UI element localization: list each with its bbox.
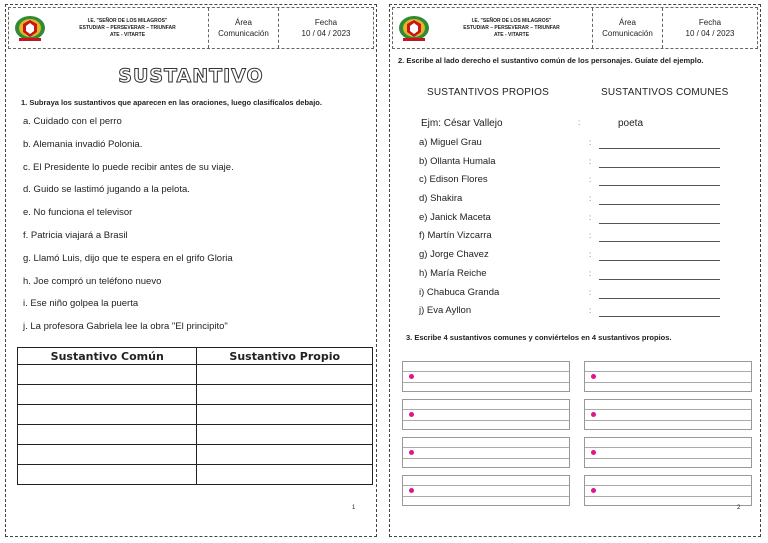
- separator-colon: :: [589, 250, 592, 260]
- writing-box[interactable]: [402, 399, 570, 430]
- sentence-item: f. Patricia viajará a Brasil: [23, 229, 128, 241]
- character-name: f) Martín Vizcarra: [419, 230, 492, 242]
- list-item: [419, 304, 748, 323]
- list-item: [419, 229, 748, 248]
- worksheet-title: SUSTANTIVO: [118, 65, 264, 87]
- answer-cell[interactable]: [197, 365, 373, 385]
- worksheet-page-1: [5, 4, 377, 537]
- example-answer: poeta: [618, 118, 644, 129]
- sentence-item: i. Ese niño golpea la puerta: [23, 298, 139, 310]
- character-name: j) Eva Ayllon: [419, 305, 472, 317]
- column-header-common: SUSTANTIVOS COMUNES: [601, 87, 729, 98]
- answer-cell[interactable]: [18, 425, 197, 445]
- classification-table: [17, 347, 373, 485]
- answer-cell[interactable]: [197, 385, 373, 405]
- table-row: [18, 445, 373, 465]
- school-cell: [393, 8, 593, 48]
- school-info: [431, 18, 592, 39]
- bullet-dot-icon: [409, 488, 414, 493]
- worksheet-page-2: [389, 4, 761, 537]
- list-item: [419, 267, 748, 286]
- answer-cell[interactable]: [18, 385, 197, 405]
- example-colon: :: [578, 118, 581, 127]
- separator-colon: :: [589, 268, 592, 278]
- list-item: [419, 155, 748, 174]
- list-item: [419, 136, 748, 155]
- separator-colon: :: [589, 175, 592, 185]
- example-row: [421, 118, 750, 132]
- page-number: 1: [352, 505, 356, 511]
- date-cell: [663, 8, 757, 48]
- sentence-item: g. Llamó Luis, dijo que te espera en el grifo Gloria: [23, 252, 233, 264]
- answer-line[interactable]: [599, 223, 720, 224]
- bullet-dot-icon: [409, 450, 414, 455]
- character-name: a) Miguel Grau: [419, 137, 482, 148]
- date-label: Fecha: [314, 18, 338, 27]
- character-name: b) Ollanta Humala: [419, 155, 496, 167]
- bullet-dot-icon: [591, 374, 596, 379]
- page-header: [392, 7, 758, 49]
- list-item: [419, 211, 748, 230]
- instruction-2: 2. Escribe al lado derecho el sustantivo común de los personajes. Guíate del ejemplo.: [398, 56, 704, 65]
- answer-cell[interactable]: [18, 445, 197, 465]
- school-name: I.E. "SEÑOR DE LOS MILAGROS": [87, 17, 168, 24]
- sentence-item: h. Joe compró un teléfono nuevo: [23, 275, 162, 287]
- area-value: Comunicación: [602, 29, 653, 38]
- bullet-dot-icon: [591, 412, 596, 417]
- area-value: Comunicación: [218, 29, 269, 38]
- header-proper-noun: Sustantivo Propio: [197, 348, 373, 365]
- separator-colon: :: [589, 138, 592, 147]
- date-cell: [279, 8, 373, 48]
- answer-cell[interactable]: [197, 445, 373, 465]
- answer-line[interactable]: [599, 241, 720, 242]
- date-value: 10 / 04 / 2023: [685, 29, 735, 38]
- date-label: Fecha: [698, 18, 722, 27]
- school-crest-icon: [397, 13, 431, 43]
- school-location: ATE - VITARTE: [109, 31, 146, 38]
- school-name: I.E. "SEÑOR DE LOS MILAGROS": [471, 17, 552, 24]
- school-motto: ESTUDIAR – PERSEVERAR – TRIUNFAR: [463, 24, 560, 31]
- answer-line[interactable]: [599, 298, 720, 299]
- area-cell: [209, 8, 279, 48]
- separator-colon: :: [589, 212, 592, 222]
- table-row: [18, 385, 373, 405]
- separator-colon: :: [589, 194, 592, 204]
- page-number: 2: [737, 505, 741, 511]
- instruction-1: 1. Subraya los sustantivos que aparecen en las oraciones, luego clasifícalos debajo.: [21, 98, 322, 107]
- separator-colon: :: [589, 231, 592, 241]
- school-cell: [9, 8, 209, 48]
- list-item: [419, 173, 748, 192]
- answer-line[interactable]: [599, 148, 720, 149]
- area-label: Área: [235, 18, 252, 27]
- bullet-dot-icon: [591, 488, 596, 493]
- sentence-item: d. Guido se lastimó jugando a la pelota.: [23, 184, 190, 196]
- sentence-item: j. La profesora Gabriela lee la obra "El principito": [23, 321, 228, 333]
- separator-colon: :: [589, 287, 592, 297]
- sentence-item: e. No funciona el televisor: [23, 207, 133, 219]
- answer-line[interactable]: [599, 279, 720, 280]
- answer-cell[interactable]: [18, 365, 197, 385]
- area-label: Área: [619, 18, 636, 27]
- writing-box[interactable]: [584, 475, 752, 506]
- character-name: e) Janick Maceta: [419, 211, 491, 223]
- school-info: [47, 18, 208, 39]
- writing-box[interactable]: [402, 475, 570, 506]
- table-row: [18, 465, 373, 485]
- character-name: i) Chabuca Granda: [419, 286, 500, 298]
- answer-line[interactable]: [599, 260, 720, 261]
- bullet-dot-icon: [591, 450, 596, 455]
- bullet-dot-icon: [409, 412, 414, 417]
- school-motto: ESTUDIAR – PERSEVERAR – TRIUNFAR: [79, 24, 176, 31]
- separator-colon: :: [589, 156, 592, 166]
- table-row: [18, 405, 373, 425]
- school-crest-icon: [13, 13, 47, 43]
- date-value: 10 / 04 / 2023: [301, 29, 351, 38]
- writing-box[interactable]: [584, 399, 752, 430]
- answer-line[interactable]: [599, 316, 720, 317]
- list-item: [419, 248, 748, 267]
- answer-line[interactable]: [599, 185, 720, 186]
- table-row: [18, 365, 373, 385]
- sentence-item: c. El Presidente lo puede recibir antes de su viaje.: [23, 161, 234, 173]
- character-name: h) María Reiche: [419, 267, 487, 279]
- answer-cell[interactable]: [18, 405, 197, 425]
- list-item: [419, 286, 748, 305]
- separator-colon: :: [589, 306, 592, 316]
- character-name: g) Jorge Chavez: [419, 249, 489, 261]
- writing-box[interactable]: [402, 361, 570, 392]
- column-header-proper: SUSTANTIVOS PROPIOS: [427, 87, 549, 98]
- list-item: [419, 192, 748, 211]
- answer-cell[interactable]: [18, 465, 197, 485]
- answer-cell[interactable]: [197, 405, 373, 425]
- character-name: d) Shakira: [419, 193, 463, 205]
- answer-line[interactable]: [599, 167, 720, 168]
- character-name: c) Edison Flores: [419, 174, 488, 186]
- answer-cell[interactable]: [197, 425, 373, 445]
- table-row: [18, 425, 373, 445]
- header-common-noun: Sustantivo Común: [18, 348, 197, 365]
- sentence-item: a. Cuidado con el perro: [23, 116, 122, 127]
- writing-box[interactable]: [584, 361, 752, 392]
- example-label: Ejm: César Vallejo: [421, 118, 503, 129]
- answer-line[interactable]: [599, 204, 720, 205]
- page-header: [8, 7, 374, 49]
- school-location: ATE - VITARTE: [493, 31, 530, 38]
- area-cell: [593, 8, 663, 48]
- answer-cell[interactable]: [197, 465, 373, 485]
- character-list: [419, 136, 748, 323]
- instruction-3: 3. Escribe 4 sustantivos comunes y conviértelos en 4 sustantivos propios.: [406, 333, 672, 342]
- sentence-item: b. Alemania invadió Polonia.: [23, 138, 143, 150]
- sentence-list: [23, 115, 370, 343]
- writing-box[interactable]: [584, 437, 752, 468]
- writing-box[interactable]: [402, 437, 570, 468]
- bullet-dot-icon: [409, 374, 414, 379]
